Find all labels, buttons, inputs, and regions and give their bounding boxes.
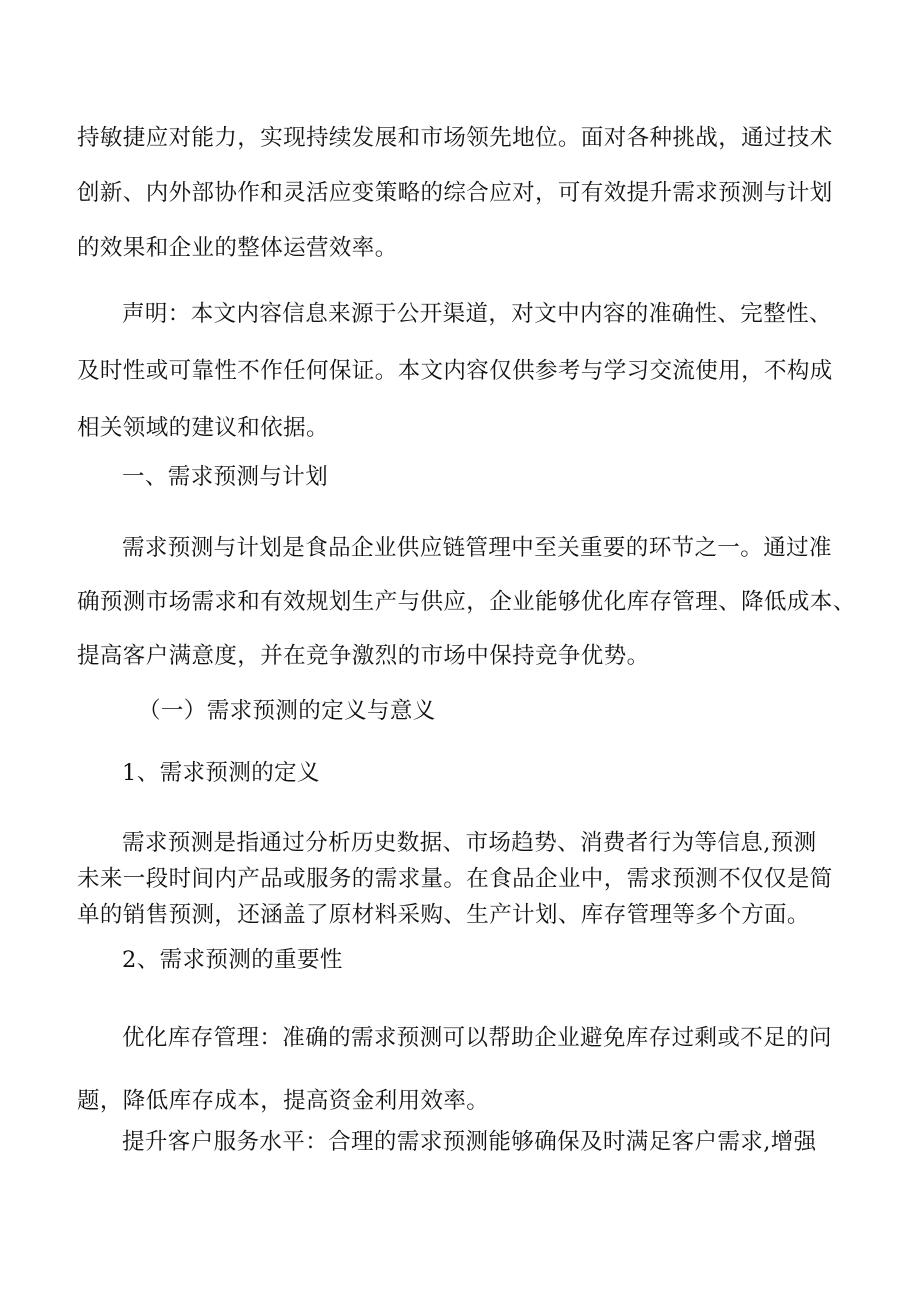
item-heading-definition: 1、需求预测的定义 [122,760,320,786]
text-line: 及时性或可靠性不作任何保证。本文内容仅供参考与学习交流使用，不构成 [77,358,833,384]
text-line: 需求预测是指通过分析历史数据、市场趋势、消费者行为等信息,预测 [122,830,817,856]
text-line: 提高客户满意度，并在竞争激烈的市场中保持竞争优势。 [77,643,650,669]
text-line: 创新、内外部协作和灵活应变策略的综合应对，可有效提升需求预测与计划 [77,180,833,206]
paragraph-customer-service [77,1124,843,1160]
text-line: 提升客户服务水平：合理的需求预测能够确保及时满足客户需求,增强 [122,1129,817,1155]
text-line: 持敏捷应对能力，实现持续发展和市场领先地位。面对各种挑战，通过技术 [77,125,833,151]
text-line: 优化库存管理：准确的需求预测可以帮助企业避免库存过剩或不足的问 [122,1025,832,1051]
paragraph-demand-intro [77,521,856,683]
paragraph-definition [77,825,843,933]
subsection-heading-definition-meaning: （一）需求预测的定义与意义 [138,698,436,724]
text-line: 单的销售预测，还涵盖了原材料采购、生产计划、库存管理等多个方面。 [77,902,810,928]
text-line: 声明：本文内容信息来源于公开渠道，对文中内容的准确性、完整性、 [122,301,832,327]
text-line: 确预测市场需求和有效规划生产与供应，企业能够优化库存管理、降低成本、 [77,589,856,615]
item-heading-importance: 2、需求预测的重要性 [122,947,343,973]
paragraph-disclaimer [77,286,843,457]
text-line: 的效果和企业的整体运营效率。 [77,235,398,261]
text-line: 相关领域的建议和依据。 [77,415,329,441]
section-heading-demand-forecast-plan: 一、需求预测与计划 [122,464,329,490]
text-line: 题，降低库存成本，提高资金利用效率。 [77,1088,490,1114]
text-line: 未来一段时间内产品或服务的需求量。在食品企业中，需求预测不仅仅是简 [77,866,833,892]
paragraph-intro-continuation [77,111,843,276]
paragraph-inventory-optimization [77,1007,843,1133]
text-line: 需求预测与计划是食品企业供应链管理中至关重要的环节之一。通过准 [122,535,832,561]
